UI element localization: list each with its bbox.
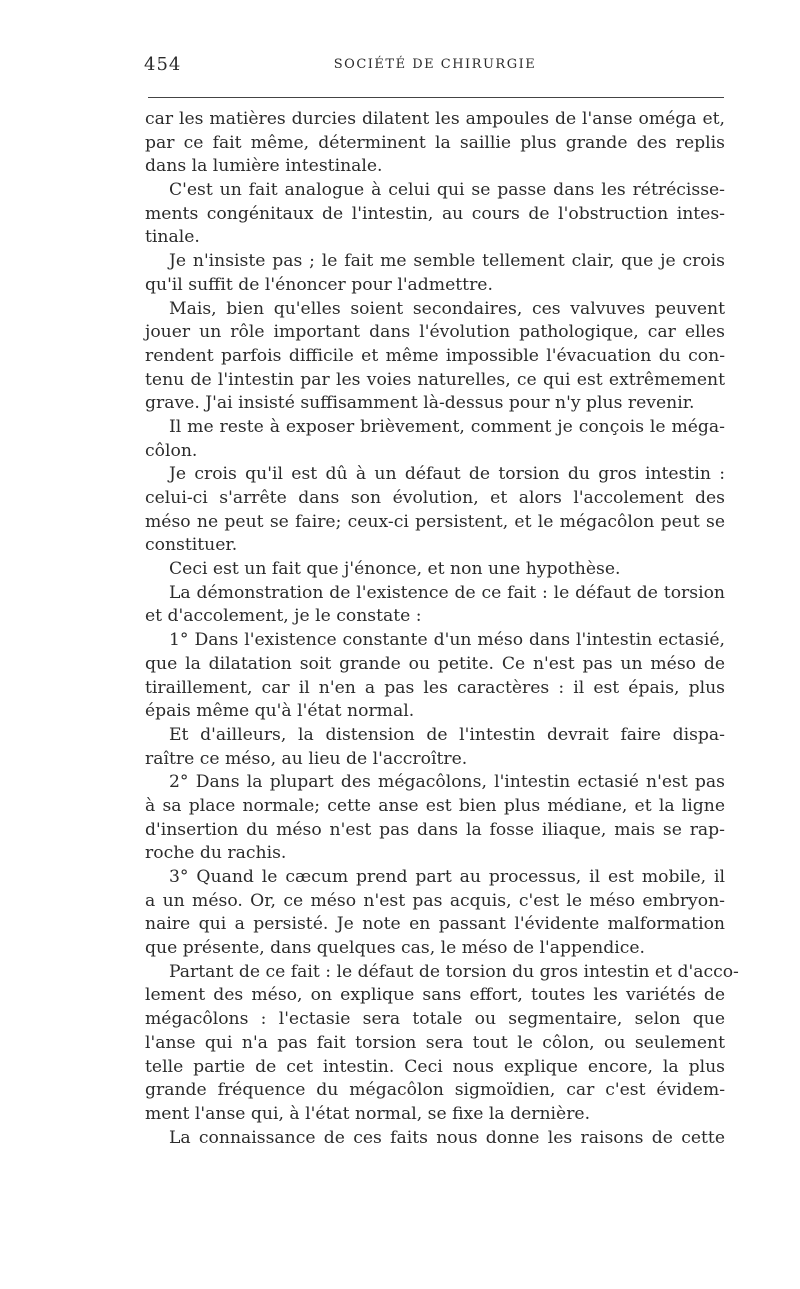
- text-line: épais même qu'à l'état normal.: [145, 701, 415, 722]
- running-head: [140, 54, 730, 82]
- text-line: car les matières durcies dilatent les ampoules de l'anse oméga et,: [145, 109, 725, 129]
- header-rule: [148, 97, 724, 98]
- text-line: jouer un rôle important dans l'évolution pathologique, car elles: [145, 322, 725, 343]
- text-line: constituer.: [145, 535, 238, 556]
- text-line: Il me reste à exposer brièvement, comment je conçois le méga-: [169, 416, 725, 437]
- text-line: tenu de l'intestin par les voies naturelles, ce qui est extrêmement: [145, 369, 725, 390]
- text-line: 2° Dans la plupart des mégacôlons, l'intestin ectasié n'est pas: [169, 772, 725, 793]
- text-line: roche du rachis.: [145, 843, 287, 864]
- text-line: d'insertion du méso n'est pas dans la fosse iliaque, mais se rap-: [145, 819, 725, 840]
- text-line: 3° Quand le cæcum prend part au processus, il est mobile, il: [169, 867, 725, 887]
- text-line: ments congénitaux de l'intestin, au cours de l'obstruction intes-: [145, 203, 725, 224]
- text-line: tinale.: [145, 227, 200, 248]
- text-line: à sa place normale; cette anse est bien plus médiane, et la ligne: [145, 795, 725, 816]
- text-line: Je crois qu'il est dû à un défaut de torsion du gros intestin :: [169, 464, 725, 485]
- text-line: dans la lumière intestinale.: [145, 156, 383, 177]
- text-line: 1° Dans l'existence constante d'un méso dans l'intestin ectasié,: [169, 630, 725, 651]
- page-number: 454: [144, 54, 182, 75]
- text-line: mégacôlons : l'ectasie sera totale ou segmentaire, selon que: [145, 1009, 725, 1030]
- text-line: Et d'ailleurs, la distension de l'intestin devrait faire dispa-: [169, 724, 725, 745]
- text-line: tiraillement, car il n'en a pas les caractères : il est épais, plus: [145, 677, 725, 698]
- text-line: naire qui a persisté. Je note en passant l'évidente malformation: [145, 914, 725, 935]
- text-line: que présente, dans quelques cas, le méso de l'appendice.: [145, 938, 645, 959]
- text-line: Je n'insiste pas ; le fait me semble tellement clair, que je crois: [169, 251, 725, 272]
- text-line: Ceci est un fait que j'énonce, et non une hypothèse.: [169, 559, 621, 580]
- header-title: SOCIÉTÉ DE CHIRURGIE: [333, 57, 537, 72]
- text-line: telle partie de cet intestin. Ceci nous explique encore, la plus: [145, 1056, 725, 1077]
- text-line: La connaissance de ces faits nous donne les raisons de cette: [169, 1127, 725, 1148]
- text-line: Partant de ce fait : le défaut de torsion du gros intestin et d'acco-: [169, 961, 739, 982]
- text-line: lement des méso, on explique sans effort, toutes les variétés de: [145, 985, 725, 1006]
- text-line: C'est un fait analogue à celui qui se passe dans les rétrécisse-: [169, 180, 725, 201]
- text-line: grande fréquence du mégacôlon sigmoïdien, car c'est évidem-: [145, 1080, 725, 1101]
- text-line: a un méso. Or, ce méso n'est pas acquis, c'est le méso embryon-: [145, 890, 725, 911]
- text-line: par ce fait même, déterminent la saillie plus grande des replis: [145, 132, 725, 153]
- text-line: raître ce méso, au lieu de l'accroître.: [145, 748, 468, 769]
- text-line: qu'il suffit de l'énoncer pour l'admettre.: [145, 274, 493, 295]
- text-line: grave. J'ai insisté suffisamment là-dessus pour n'y plus revenir.: [145, 393, 695, 414]
- text-line: rendent parfois difficile et même impossible l'évacuation du con-: [145, 345, 725, 366]
- text-line: Mais, bien qu'elles soient secondaires, ces valvuves peuvent: [169, 298, 725, 319]
- text-line: et d'accolement, je le constate :: [145, 606, 422, 627]
- text-line: que la dilatation soit grande ou petite. Ce n'est pas un méso de: [145, 653, 725, 674]
- text-line: côlon.: [145, 440, 198, 461]
- text-line: celui-ci s'arrête dans son évolution, et alors l'accolement des: [145, 488, 725, 508]
- text-line: ment l'anse qui, à l'état normal, se fixe la dernière.: [145, 1103, 591, 1124]
- text-line: l'anse qui n'a pas fait torsion sera tout le côlon, ou seulement: [145, 1032, 725, 1053]
- body-text: [145, 108, 739, 1150]
- text-line: La démonstration de l'existence de ce fait : le défaut de torsion: [169, 582, 725, 603]
- text-line: méso ne peut se faire; ceux-ci persistent, et le mégacôlon peut se: [145, 511, 725, 532]
